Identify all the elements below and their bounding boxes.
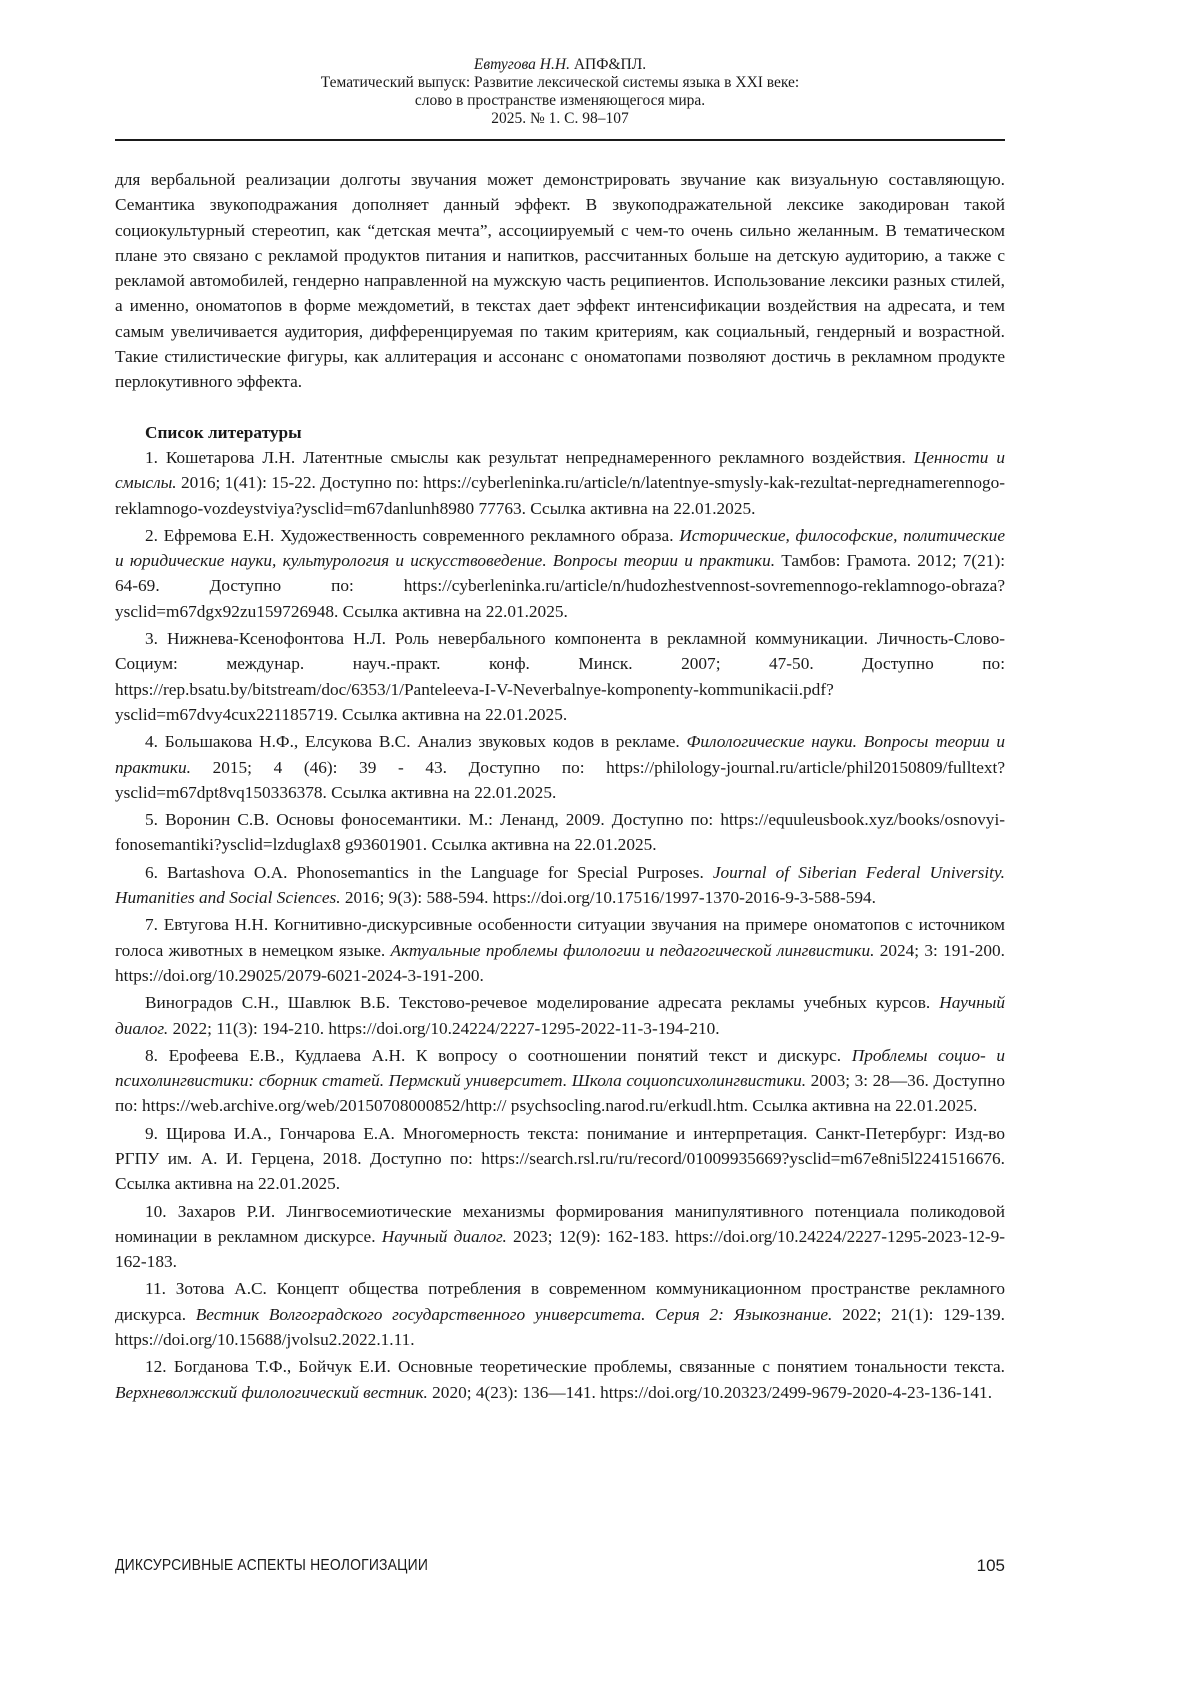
reference-text: 4. Большакова Н.Ф., Елсукова В.С. Анализ звуковых кодов в рекламе. bbox=[145, 732, 687, 752]
page-number: 105 bbox=[976, 1556, 1005, 1575]
reference-text: 10. Захаров Р.И. Лингвосемиотические механизмы формирования манипулятивного потенциала поликодовой номинации в рекламном дискурсе. bbox=[115, 1201, 1005, 1246]
reference-item bbox=[115, 1199, 1005, 1275]
reference-item bbox=[115, 445, 1005, 521]
main-content bbox=[115, 167, 1005, 1407]
header-citation: 2025. № 1. С. 98–107 bbox=[491, 110, 629, 127]
reference-source: Актуальные проблемы филологии и педагогической лингвистики. bbox=[390, 940, 875, 960]
reference-source: Филологические науки. Вопросы теории и практики. bbox=[115, 732, 1005, 777]
reference-item bbox=[115, 860, 1005, 911]
header-author: Евтугова Н.Н. bbox=[473, 56, 570, 73]
references-heading: Список литературы bbox=[145, 422, 302, 442]
running-header bbox=[115, 56, 1005, 128]
reference-source: Верхневолжский филологический вестник. bbox=[115, 1382, 428, 1402]
header-issue-line-2: слово в пространстве изменяющегося мира. bbox=[414, 92, 706, 109]
reference-item bbox=[115, 807, 1005, 858]
footer-section-title: ДИКСУРСИВНЫЕ АСПЕКТЫ НЕОЛОГИЗАЦИИ bbox=[115, 1557, 429, 1574]
reference-item bbox=[115, 1276, 1005, 1352]
page-footer bbox=[115, 1555, 1005, 1579]
reference-details: 2015; 4 (46): 39 - 43. Доступно по: https://philology-journal.ru/article/phil20150809/fulltext? ysclid=m67dpt8vq150336378. Ссылка активна на 22.01.2025. bbox=[115, 757, 1005, 802]
reference-source: Ценности и смыслы. bbox=[115, 447, 1005, 493]
reference-text: 3. Нижнева-Ксенофонтова Н.Л. Роль невербального компонента в рекламной коммуникации. Личность-Слово-Социум: междунар. науч.-практ. конф. Минск. 2007; 47-50. Доступно по: https://rep.bsatu.by/bitstream/doc/6353/1/Panteleeva-I-V-Neverbalnye-komponenty-kommunikacii.pdf?ysclid=m67dvy4cux221185719. Ссылка активна на 22.01.2025. bbox=[115, 629, 1005, 724]
reference-item bbox=[115, 912, 1005, 988]
body-paragraph: для вербальной реализации долготы звучания может демонстрировать звучание как визуальную составляющую. Семантика звукоподражания дополняет данный эффект. В звукоподражательной лексике закодирован такой социокультурный стереотип, как “детская мечта”, ассоциируемый с чем-то очень сильно желанным. В тематическом плане это связано с рекламой продуктов питания и напитков, рассчитанных больше на детскую аудиторию, а также с рекламой автомобилей, гендерно направленной на мужскую часть реципиентов. Использование лексики разных стилей, а именно, ономатопов в форме междометий, в текстах дает эффект интенсификации воздействия на адресата, и тем самым увеличивается аудитория, дифференцируемая по таким критериям, как социальный, гендерный и возрастной. Такие стилистические фигуры, как аллитерация и ассонанс с ономатопами позволяют достичь в рекламном продукте перлокутивного эффекта. bbox=[115, 170, 1005, 392]
reference-text: 2. Ефремова Е.Н. Художественность современного рекламного образа. bbox=[145, 525, 680, 545]
reference-text: 5. Воронин С.В. Основы фоносемантики. М.: Ленанд, 2009. Доступно по: https://equuleusbook.xyz/books/osnovyi-fonosemantiki?ysclid=lzduglax8 g93601901. Ссылка активна на 22.01.2025. bbox=[115, 810, 1005, 855]
reference-details: 2003; 3: 28—36. Доступно по: https://web.archive.org/web/20150708000852/http:// psychsocling.narod.ru/erkudl.htm. Ссылка активна на 22.01.2025. bbox=[115, 1071, 1005, 1116]
reference-details: 2022; 11(3): 194-210. https://doi.org/10.24224/2227-1295-2022-11-3-194-210. bbox=[168, 1018, 720, 1038]
reference-details: 2022; 21(1): 129-139. https://doi.org/10.15688/jvolsu2.2022.1.11. bbox=[115, 1304, 1005, 1350]
reference-item bbox=[115, 1043, 1005, 1119]
reference-source: Исторические, философские, политические и юридические науки, культурология и искусствоведение. Вопросы теории и практики. bbox=[115, 525, 1005, 571]
header-author-line bbox=[115, 56, 1005, 74]
reference-text: 8. Ерофеева Е.В., Кудлаева А.Н. К вопросу о соотношении понятий текст и дискурс. bbox=[145, 1045, 852, 1065]
header-issue-line: Тематический выпуск: Развитие лексической системы языка в XXI веке: bbox=[320, 74, 800, 91]
reference-item bbox=[115, 990, 1005, 1041]
reference-source: Journal of Siberian Federal University. Humanities and Social Sciences. bbox=[115, 862, 1005, 908]
reference-text: 11. Зотова А.С. Концепт общества потребления в современном коммуникационном пространстве рекламного дискурса. bbox=[115, 1279, 1005, 1324]
reference-details: 2023; 12(9): 162-183. https://doi.org/10.24224/2227-1295-2023-12-9-162-183. bbox=[115, 1226, 1006, 1272]
reference-text: 12. Богданова Т.Ф., Бойчук Е.И. Основные теоретические проблемы, связанные с понятием тональности текста. bbox=[145, 1357, 1005, 1377]
header-divider bbox=[115, 139, 1005, 141]
reference-item bbox=[115, 523, 1005, 624]
reference-text: 6. Bartashova O.A. Phonosemantics in the Language for Special Purposes. bbox=[145, 862, 713, 882]
reference-details: Тамбов: Грамота. 2012; 7(21): 64-69. Доступно по: https://cyberleninka.ru/article/n/hudozhestvennost-sovremennogo-reklamnogo-obraza?ysclid=m67dgx92zu159726948. Ссылка активна на 22.01.2025. bbox=[115, 551, 1006, 621]
reference-details: 2020; 4(23): 136—141. https://doi.org/10.20323/2499-9679-2020-4-23-136-141. bbox=[427, 1382, 993, 1402]
reference-details: 2024; 3: 191-200. https://doi.org/10.29025/2079-6021-2024-3-191-200. bbox=[115, 940, 1005, 985]
reference-details: 2016; 9(3): 588-594. https://doi.org/10.17516/1997-1370-2016-9-3-588-594. bbox=[340, 888, 876, 908]
references-list bbox=[115, 445, 1005, 1405]
reference-item bbox=[115, 1354, 1005, 1405]
reference-item bbox=[115, 1121, 1005, 1197]
reference-text: Виноградов С.Н., Шавлюк В.Б. Текстово-речевое моделирование адресата рекламы учебных курсов. bbox=[145, 993, 940, 1013]
reference-details: 2016; 1(41): 15-22. Доступно по: https://cyberleninka.ru/article/n/latentnye-smysly-kak-rezultat-nepreднamerennogo-reklamnogo-vozdeystviya?ysclid=m67danlunh8980 77763. Ссылка активна на 22.01.2025. bbox=[115, 473, 1005, 518]
reference-item bbox=[115, 626, 1005, 727]
reference-source: Научный диалог. bbox=[115, 993, 1005, 1038]
reference-source: Вестник Волгоградского государственного университета. Серия 2: Языкознание. bbox=[195, 1304, 833, 1324]
reference-source: Научный диалог. bbox=[381, 1226, 507, 1246]
header-journal: АПФ&ПЛ. bbox=[573, 56, 647, 73]
reference-text: 9. Щирова И.А., Гончарова Е.А. Многомерность текста: понимание и интерпретация. Санкт-Петербург: Изд-во РГПУ им. А. И. Герцена, 2018. Доступно по: https://search.rsl.ru/ru/record/01009935669?ysclid=m67e8ni5l2241516676. Ссылка активна на 22.01.2025. bbox=[115, 1123, 1005, 1194]
reference-text: 1. Кошетарова Л.Н. Латентные смыслы как результат непреднамеренного рекламного воздействия. bbox=[145, 447, 914, 467]
reference-text: 7. Евтугова Н.Н. Когнитивно-дискурсивные особенности ситуации звучания на примере ономатопов с источником голоса животных в немецком языке. bbox=[115, 915, 1005, 960]
reference-source: Проблемы социо- и психолингвистики: сборник статей. Пермский университет. Школа социопсихолингвистики. bbox=[115, 1045, 1005, 1091]
reference-item bbox=[115, 729, 1005, 805]
